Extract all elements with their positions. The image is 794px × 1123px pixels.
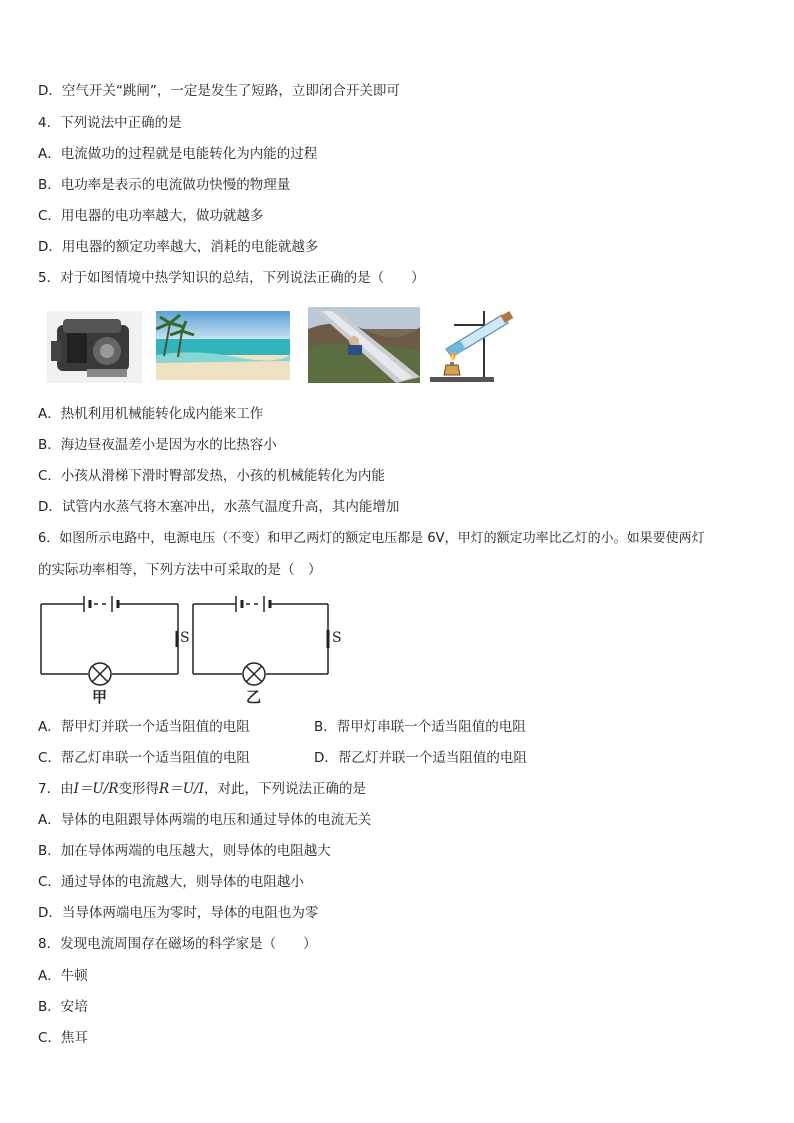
q4-option-d: D．用电器的额定功率越大，消耗的电能就越多 (38, 239, 319, 255)
q7-option-c: C．通过导体的电流越大，则导体的电阻越小 (38, 874, 304, 890)
circuit2-switch-label: S (332, 630, 342, 646)
circuit-diagram-yi (188, 590, 338, 710)
q7-option-b: B．加在导体两端的电压越大，则导体的电阻越大 (38, 843, 331, 859)
q8-stem: 8．发现电流周围存在磁场的科学家是（ ） (38, 936, 317, 952)
q4-stem: 4．下列说法中正确的是 (38, 115, 182, 131)
beach-image (156, 311, 290, 380)
q6-option-d: D．帮乙灯并联一个适当阻值的电阻 (314, 750, 527, 766)
q6-stem-line2: 的实际功率相等，下列方法中可采取的是（ ） (38, 562, 322, 578)
q7-stem-suffix: ，对此，下列说法正确的是 (203, 781, 366, 797)
circuit-diagram-jia (36, 590, 186, 710)
q7-option-a: A．导体的电阻跟导体两端的电压和通过导体的电流无关 (38, 812, 372, 828)
q4-option-b: B．电功率是表示的电流做功快慢的物理量 (38, 177, 291, 193)
test-tube-image (424, 305, 516, 385)
q7-stem-middle: 变形得 (118, 781, 160, 797)
q8-option-c: C．焦耳 (38, 1030, 88, 1046)
q5-stem: 5．对于如图情境中热学知识的总结，下列说法正确的是（ ） (38, 270, 425, 286)
q8-option-b: B．安培 (38, 999, 88, 1015)
q7-option-d: D．当导体两端电压为零时，导体的电阻也为零 (38, 905, 319, 921)
q6-option-a: A．帮甲灯并联一个适当阻值的电阻 (38, 719, 250, 735)
q7-stem (38, 779, 366, 799)
q5-option-a: A．热机利用机械能转化成内能来工作 (38, 406, 264, 422)
circuit1-switch-label: S (180, 630, 190, 646)
slide-image (308, 307, 420, 383)
q5-option-d: D．试管内水蒸气将木塞冲出，水蒸气温度升高，其内能增加 (38, 499, 400, 515)
q6-option-b: B．帮甲灯串联一个适当阻值的电阻 (314, 719, 526, 735)
engine-image (47, 311, 142, 383)
q3-option-d: D．空气开关“跳闸”，一定是发生了短路，立即闭合开关即可 (38, 83, 400, 99)
q5-option-c: C．小孩从滑梯下滑时臀部发热，小孩的机械能转化为内能 (38, 468, 385, 484)
q6-option-c: C．帮乙灯串联一个适当阻值的电阻 (38, 750, 250, 766)
q8-option-a: A．牛顿 (38, 968, 88, 984)
q4-option-c: C．用电器的电功率越大，做功就越多 (38, 208, 264, 224)
q7-formula-ohm: I＝U/R (73, 781, 119, 797)
q7-formula-resistance: R＝U/I (159, 781, 204, 797)
circuit1-lamp-label: 甲 (92, 688, 108, 706)
q7-stem-prefix: 7．由 (38, 781, 74, 797)
q6-stem-line1: 6．如图所示电路中，电源电压（不变）和甲乙两灯的额定电压都是 6V，甲灯的额定功率比乙灯的小。如果要使两灯 (38, 531, 705, 546)
q5-option-b: B．海边昼夜温差小是因为水的比热容小 (38, 437, 277, 453)
q4-option-a: A．电流做功的过程就是电能转化为内能的过程 (38, 146, 318, 162)
circuit2-lamp-label: 乙 (246, 688, 262, 706)
